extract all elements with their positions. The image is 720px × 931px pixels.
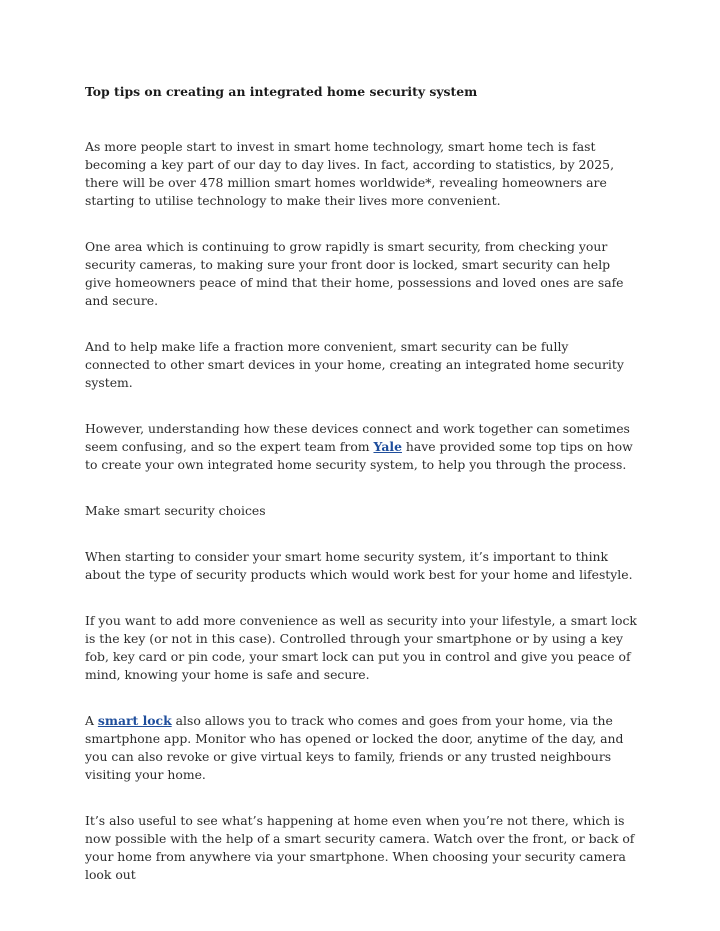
paragraph-yale-tips-start: However, understanding how these devices connect and work together can sometimes seem confusing, and so the expert team from <box>85 421 630 454</box>
paragraph-security-camera: It’s also useful to see what’s happening at home even when you’re not there, which is now possible with the help of a smart security camera. Watch over the front, or back of your home from anywhere via your smartphone. When choosing your security camera look out <box>85 813 635 882</box>
paragraph-smart-lock: If you want to add more convenience as well as security into your lifestyle, a smart lock is the key (or not in this case). Controlled through your smartphone or by using a key fob, key card or pin code, your smart lock can put you in control and give you peace of mind, knowing your home is safe and secure. <box>85 613 637 682</box>
document-body <box>85 83 637 912</box>
paragraph-track-access-end: also allows you to track who comes and goes from your home, via the smartphone app. Monitor who has opened or locked the door, anytime of the day, and you can also revoke or give virtual keys to family, friends or any trusted neighbours visiting your home. <box>85 713 624 782</box>
paragraph-intro: As more people start to invest in smart home technology, smart home tech is fast becoming a key part of our day to day lives. In fact, according to statistics, by 2025, there will be over 478 million smart homes worldwide*, revealing homeowners are starting to utilise technology to make their lives more convenient. <box>85 139 615 208</box>
paragraph-smart-security: One area which is continuing to grow rapidly is smart security, from checking your security cameras, to making sure your front door is locked, smart security can help give homeowners peace of mind that their home, possessions and loved ones are safe and secure. <box>85 239 624 308</box>
paragraph-track-access-start: A <box>85 713 98 728</box>
document-title: Top tips on creating an integrated home security system <box>85 84 478 99</box>
yale-link[interactable]: Yale <box>373 439 402 454</box>
paragraph-consider-products: When starting to consider your smart home security system, it’s important to think about the type of security products which would work best for your home and lifestyle. <box>85 549 633 582</box>
paragraph-yale-tips <box>85 420 637 474</box>
section-subheading: Make smart security choices <box>85 503 266 518</box>
paragraph-track-access <box>85 712 637 784</box>
paragraph-integration: And to help make life a fraction more convenient, smart security can be fully connected to other smart devices in your home, creating an integrated home security system. <box>85 339 624 390</box>
smart-lock-link[interactable]: smart lock <box>97 713 172 728</box>
paragraph-yale-tips-end: have provided some top tips on how to create your own integrated home security system, to help you through the process. <box>85 439 633 472</box>
